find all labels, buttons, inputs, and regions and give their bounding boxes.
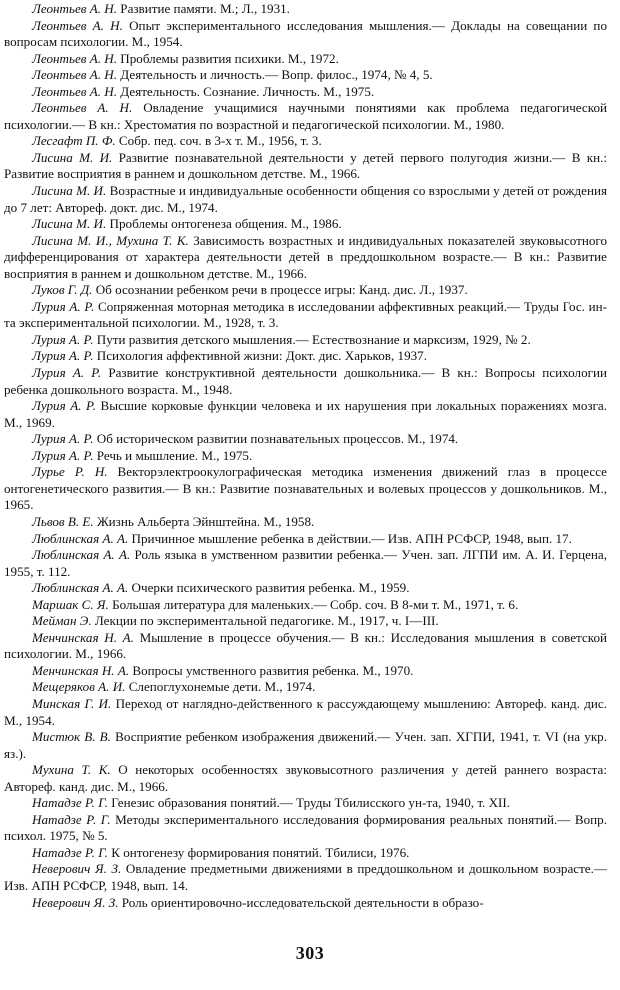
reference-text: Причинное мышление ребенка в действии.— Изв. АПН РСФСР, 1948, вып. 17. [128, 530, 572, 546]
reference-entry [4, 332, 607, 349]
reference-entry [4, 679, 607, 696]
reference-entry [4, 150, 607, 183]
reference-author: Леонтьев А. Н. [32, 17, 123, 33]
reference-text: Развитие познавательной деятельности у детей первого полугодия жизни.— В кн.: Развитие восприятия в раннем и дошкольном детстве. М., 1966. [4, 149, 607, 182]
reference-author: Натадзе Р. Г. [32, 795, 108, 811]
reference-author: Лисина М. И. [32, 216, 107, 232]
reference-text: Мышление в процессе обучения.— В кн.: Исследования мышления в советской психологии. М., 1966. [4, 629, 607, 662]
reference-author: Лурия А. Р. [32, 331, 94, 347]
reference-author: Леонтьев А. Н. [32, 100, 133, 116]
reference-text: К онтогенезу формирования понятий. Тбилиси, 1976. [107, 844, 410, 860]
reference-entry [4, 299, 607, 332]
reference-entry [4, 597, 607, 614]
reference-entry [4, 348, 607, 365]
reference-entry [4, 183, 607, 216]
reference-text: Возрастные и индивидуальные особенности общения со взрослыми у детей от рождения до 7 лет: Автореф. докт. дис. М., 1974. [4, 183, 607, 215]
reference-author: Мистюк В. В. [32, 729, 111, 745]
reference-entry [4, 100, 607, 133]
reference-author: Мухина Т. К. [32, 762, 111, 778]
reference-text: Об историческом развитии познавательных процессов. М., 1974. [93, 431, 459, 447]
reference-author: Люблинская А. А. [32, 580, 129, 596]
reference-entry [4, 464, 607, 514]
reference-text: Развитие памяти. М.; Л., 1931. [117, 1, 290, 16]
reference-entry [4, 133, 607, 150]
reference-author: Лурия А. Р. [32, 365, 102, 381]
reference-author: Люблинская А. А. [32, 547, 131, 563]
reference-author: Лурье Р. Н. [32, 464, 108, 480]
reference-entry [4, 67, 607, 84]
reference-author: Мейман Э. [32, 613, 92, 629]
reference-list [4, 1, 607, 911]
reference-author: Натадзе Р. Г. [32, 844, 108, 860]
reference-author: Лисина М. И. [32, 183, 107, 199]
reference-entry [4, 514, 607, 531]
reference-entry [4, 282, 607, 299]
reference-entry [4, 895, 607, 912]
reference-author: Леонтьев А. Н. [32, 50, 118, 66]
reference-entry [4, 795, 607, 812]
reference-entry [4, 762, 607, 795]
reference-text: Деятельность. Сознание. Личность. М., 1975. [117, 83, 375, 99]
reference-entry [4, 812, 607, 845]
reference-entry [4, 398, 607, 431]
reference-entry [4, 51, 607, 68]
reference-entry [4, 431, 607, 448]
page-number: 303 [295, 943, 325, 963]
reference-text: Роль языка в умственном развитии ребенка.— Учен. зап. ЛГПИ им. А. И. Герцена, 1955, т. 112. [4, 547, 608, 579]
reference-text: Слепоглухонемые дети. М., 1974. [125, 679, 316, 695]
reference-text: Опыт экспериментального исследования мышления.— Доклады на совещании по вопросам психологии. М., 1954. [4, 17, 607, 50]
reference-author: Лурия А. Р. [32, 348, 94, 364]
reference-author: Леонтьев А. Н. [32, 1, 118, 16]
reference-text: Речь и мышление. М., 1975. [93, 447, 253, 463]
reference-text: Лекции по экспериментальной педагогике. М., 1917, ч. I—III. [91, 613, 439, 629]
reference-entry [4, 613, 607, 630]
reference-entry [4, 729, 607, 762]
reference-author: Лесгафт П. Ф. [32, 133, 116, 149]
reference-entry [4, 531, 607, 548]
reference-text: Высшие корковые функции человека и их нарушения при локальных поражениях мозга. М., 1969. [4, 398, 607, 430]
reference-text: Проблемы развития психики. М., 1972. [117, 50, 339, 66]
reference-entry [4, 233, 607, 283]
reference-text: Зависимость возрастных и индивидуальных показателей звуковысотного дифференцирования от характера деятельности детей в преддошкольном возрасте.— В кн.: Развитие восприятия в раннем и дошкольном детстве. М., 1966. [4, 232, 607, 281]
reference-author: Маршак С. Я. [32, 596, 109, 612]
reference-text: Овладение предметными движениями в преддошкольном и дошкольном возрасте.— Изв. АПН РСФСР, 1948, вып. 14. [4, 861, 607, 893]
reference-text: Жизнь Альберта Эйнштейна. М., 1958. [93, 513, 315, 529]
reference-entry [4, 448, 607, 465]
reference-text: Вопросы умственного развития ребенка. М., 1970. [129, 662, 414, 678]
reference-author: Мещеряков А. И. [32, 679, 126, 695]
reference-text: Роль ориентировочно-исследовательской деятельности в образо- [118, 894, 484, 910]
reference-author: Натадзе Р. Г. [32, 811, 111, 827]
reference-author: Леонтьев А. Н. [32, 67, 118, 83]
reference-author: Менчинская Н. А. [32, 629, 134, 645]
reference-text: Очерки психического развития ребенка. М., 1959. [128, 580, 410, 596]
reference-text: Большая литература для маленьких.— Собр. соч. В 8-ми т. М., 1971, т. 6. [108, 596, 519, 612]
reference-author: Луков Г. Д. [32, 282, 93, 298]
reference-author: Львов В. Е. [32, 513, 94, 529]
reference-text: Деятельность и личность.— Вопр. филос., 1974, № 4, 5. [117, 67, 433, 83]
reference-entry [4, 663, 607, 680]
reference-author: Менчинская Н. А. [32, 662, 130, 678]
reference-author: Неверович Я. З. [32, 894, 119, 910]
reference-entry [4, 18, 607, 51]
reference-text: Восприятие ребенком изображения движений.— Учен. зап. ХГПИ, 1941, т. VI (на укр. яз.). [4, 729, 607, 761]
reference-entry [4, 580, 607, 597]
reference-text: Сопряженная моторная методика в исследовании аффективных реакций.— Труды Гос. ин-та экспериментальной психологии. М., 1928, т. 3. [4, 298, 608, 331]
reference-text: Овладение учащимися научными понятиями как проблема педагогической психологии.— В кн.: Хрестоматия по возрастной и педагогической психологии. М., 1980. [4, 100, 607, 132]
reference-author: Минская Г. И. [32, 695, 112, 711]
reference-text: Собр. пед. соч. в 3-х т. М., 1956, т. 3. [115, 133, 322, 149]
reference-entry [4, 216, 607, 233]
reference-entry [4, 845, 607, 862]
reference-text: О некоторых особенностях звуковысотного различения у детей раннего возраста: Автореф. канд. дис. М., 1966. [4, 762, 607, 794]
reference-author: Лисина М. И., Мухина Т. К. [32, 232, 189, 248]
reference-entry [4, 547, 607, 580]
reference-author: Лурия А. Р. [32, 298, 95, 314]
reference-author: Леонтьев А. Н. [32, 83, 118, 99]
reference-text: Пути развития детского мышления.— Естествознание и марксизм, 1929, № 2. [93, 331, 531, 347]
reference-text: Проблемы онтогенеза общения. М., 1986. [106, 216, 342, 232]
reference-author: Лисина М. И. [32, 149, 113, 165]
reference-text: Развитие конструктивной деятельности дошкольника.— В кн.: Вопросы психологии ребенка дошкольного возраста. М., 1948. [4, 365, 607, 397]
reference-entry [4, 630, 607, 663]
reference-author: Лурия А. Р. [32, 398, 97, 414]
reference-entry [4, 84, 607, 101]
reference-text: Генезис образования понятий.— Труды Тбилисского ун-та, 1940, т. XII. [107, 795, 511, 811]
reference-text: Переход от наглядно-действенного к рассуждающему мышлению: Автореф. канд. дис. М., 1954. [4, 695, 607, 728]
reference-entry [4, 861, 607, 894]
reference-author: Лурия А. Р. [32, 447, 94, 463]
reference-text: Об осознании ребенком речи в процессе игры: Канд. дис. Л., 1937. [92, 282, 468, 298]
reference-text: Психология аффективной жизни: Докт. дис. Харьков, 1937. [93, 348, 427, 364]
reference-author: Лурия А. Р. [32, 431, 94, 447]
reference-entry [4, 365, 607, 398]
reference-text: Методы экспериментального исследования формирования реальных понятий.— Вопр. психол. 1975, № 5. [4, 811, 607, 844]
reference-entry [4, 1, 607, 18]
reference-text: Векторэлектроокулографическая методика изменения движений глаз в процессе онтогенетического развития.— В кн.: Развитие познавательных и волевых процессов у дошкольников. М., 1965. [4, 464, 607, 513]
reference-author: Люблинская А. А. [32, 530, 129, 546]
reference-entry [4, 696, 607, 729]
reference-author: Неверович Я. З. [32, 861, 122, 877]
